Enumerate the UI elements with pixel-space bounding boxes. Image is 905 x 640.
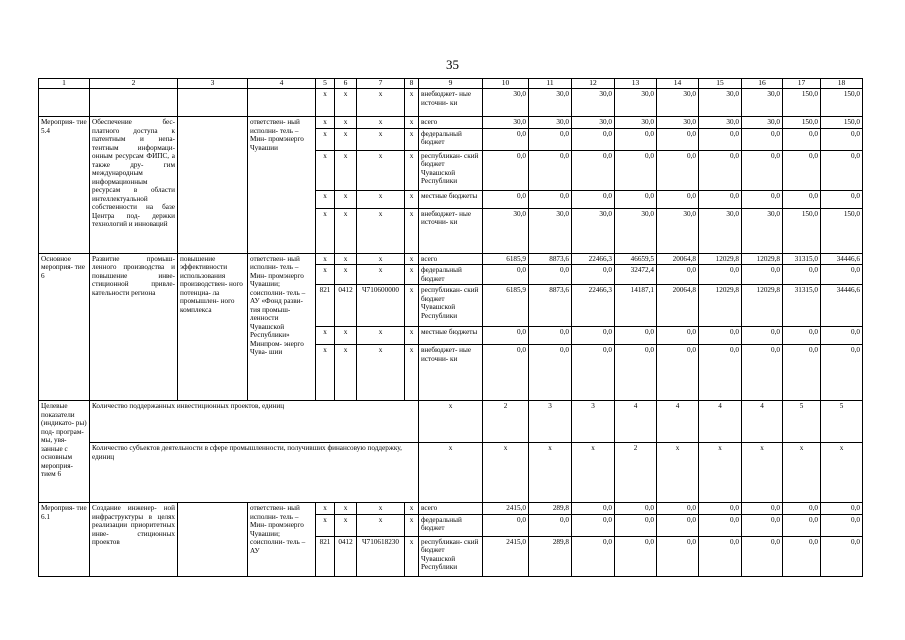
value-cell: 34446,6 <box>821 253 863 265</box>
code-cell: x <box>357 208 405 253</box>
value-cell: 0,0 <box>699 503 742 515</box>
indicator-text-cell: Количество субъектов деятельности в сфере промышленности, получивших финансовую поддержку, единиц <box>90 443 419 503</box>
table-header-row <box>39 79 863 89</box>
value-cell: 0,0 <box>742 128 783 150</box>
column-number: 12 <box>572 79 615 89</box>
column-number: 14 <box>657 79 699 89</box>
value-cell: 30,0 <box>699 208 742 253</box>
value-cell: 30,0 <box>483 208 529 253</box>
task-cell <box>178 503 248 577</box>
value-cell: 150,0 <box>821 117 863 129</box>
code-cell: x <box>405 345 419 401</box>
value-cell: 6185,9 <box>483 253 529 265</box>
value-cell: x <box>783 443 821 503</box>
event-description-cell: Обеспечение бес- платного доступа к патентным и непа- тентным информаци- онным ресурсам ФИПС, а также дру- гим международным информационным ресурсам в области интеллектуальной собственности на базе Центра под- держки технологий и инноваций <box>90 117 178 254</box>
code-cell: x <box>335 150 357 190</box>
code-cell: x <box>357 503 405 515</box>
value-cell: 0,0 <box>657 150 699 190</box>
value-cell: 0,0 <box>572 265 615 285</box>
table-row <box>39 117 863 129</box>
code-cell: x <box>316 89 335 117</box>
value-cell: 0,0 <box>783 128 821 150</box>
value-cell: 30,0 <box>483 89 529 117</box>
value-cell: 0,0 <box>742 514 783 536</box>
value-cell: 0,0 <box>529 128 572 150</box>
code-cell: x <box>405 536 419 576</box>
value-cell: 0,0 <box>783 536 821 576</box>
value-cell: 0,0 <box>699 265 742 285</box>
value-cell: 0,0 <box>821 265 863 285</box>
code-cell: x <box>335 265 357 285</box>
value-cell: 30,0 <box>615 89 657 117</box>
executor-cell: ответствен- ный исполни- тель – Мин- промэнерго Чувашии; соисполни- тель – АУ <box>248 503 316 577</box>
code-cell: x <box>335 190 357 208</box>
value-cell: 32472,4 <box>615 265 657 285</box>
code-cell: x <box>419 401 483 443</box>
column-number: 15 <box>699 79 742 89</box>
value-cell: 0,0 <box>572 128 615 150</box>
value-cell: 2 <box>483 401 529 443</box>
value-cell: 0,0 <box>783 327 821 345</box>
indicator-text-cell: Количество поддержанных инвестиционных проектов, единиц <box>90 401 419 443</box>
code-cell: x <box>357 128 405 150</box>
value-cell: 0,0 <box>821 345 863 401</box>
value-cell: 0,0 <box>615 128 657 150</box>
target-indicators-label: Целевые показатели (индикато- ры) под- програм- мы, увя- занные с основным мероприя- тием 6 <box>39 401 90 503</box>
value-cell: 0,0 <box>572 150 615 190</box>
column-number: 10 <box>483 79 529 89</box>
value-cell: 0,0 <box>572 514 615 536</box>
value-cell: 0,0 <box>657 128 699 150</box>
value-cell: 0,0 <box>783 265 821 285</box>
value-cell: 12029,8 <box>742 285 783 327</box>
column-number: 6 <box>335 79 357 89</box>
value-cell: 30,0 <box>483 117 529 129</box>
value-cell: 12029,8 <box>742 253 783 265</box>
code-cell: x <box>316 265 335 285</box>
value-cell: 0,0 <box>615 150 657 190</box>
funding-source-cell: внебюджет- ные источни- ки <box>419 208 483 253</box>
funding-source-cell: федеральный бюджет <box>419 514 483 536</box>
code-cell: x <box>405 190 419 208</box>
executor-cell: ответствен- ный исполни- тель – Мин- промэнерго Чувашии <box>248 117 316 254</box>
value-cell: 0,0 <box>615 503 657 515</box>
value-cell: 2415,0 <box>483 536 529 576</box>
value-cell: 2 <box>615 443 657 503</box>
funding-source-cell: всего <box>419 117 483 129</box>
code-cell: 0412 <box>335 285 357 327</box>
code-cell: x <box>405 285 419 327</box>
value-cell: 20064,8 <box>657 285 699 327</box>
code-cell: x <box>357 514 405 536</box>
value-cell: 0,0 <box>742 345 783 401</box>
funding-source-cell: местные бюджеты <box>419 327 483 345</box>
funding-source-cell: федеральный бюджет <box>419 128 483 150</box>
value-cell: 4 <box>699 401 742 443</box>
column-number: 11 <box>529 79 572 89</box>
value-cell: 30,0 <box>572 89 615 117</box>
value-cell: 0,0 <box>483 345 529 401</box>
value-cell: 0,0 <box>615 514 657 536</box>
column-number: 7 <box>357 79 405 89</box>
empty-cell <box>248 89 316 117</box>
value-cell: 30,0 <box>572 117 615 129</box>
value-cell: x <box>483 443 529 503</box>
code-cell: x <box>316 190 335 208</box>
value-cell: 0,0 <box>699 327 742 345</box>
funding-source-cell: республикан- ский бюджет Чувашской Республики <box>419 285 483 327</box>
value-cell: 0,0 <box>657 503 699 515</box>
value-cell: 0,0 <box>529 265 572 285</box>
value-cell: 0,0 <box>657 190 699 208</box>
value-cell: 30,0 <box>657 208 699 253</box>
funding-source-cell: внебюджет- ные источни- ки <box>419 89 483 117</box>
code-cell: x <box>316 128 335 150</box>
value-cell: 0,0 <box>483 327 529 345</box>
value-cell: 0,0 <box>699 190 742 208</box>
value-cell: 0,0 <box>572 536 615 576</box>
value-cell: 0,0 <box>742 150 783 190</box>
column-number: 3 <box>178 79 248 89</box>
value-cell: 0,0 <box>657 327 699 345</box>
value-cell: 46659,5 <box>615 253 657 265</box>
value-cell: x <box>529 443 572 503</box>
event-name-cell: Основное мероприя- тие 6 <box>39 253 90 401</box>
value-cell: 30,0 <box>657 89 699 117</box>
code-cell: x <box>316 327 335 345</box>
value-cell: 4 <box>657 401 699 443</box>
value-cell: 0,0 <box>483 190 529 208</box>
value-cell: 0,0 <box>529 150 572 190</box>
value-cell: 0,0 <box>821 327 863 345</box>
code-cell: x <box>405 327 419 345</box>
value-cell: 30,0 <box>657 117 699 129</box>
executor-cell: ответствен- ный исполни- тель – Мин- промэнерго Чувашии; соисполни- тель – АУ «Фонд разви- тия промыш- ленности Чувашской Республики» Минпром- энерго Чува- шии <box>248 253 316 401</box>
table-row <box>39 253 863 265</box>
value-cell: 150,0 <box>783 89 821 117</box>
column-number: 4 <box>248 79 316 89</box>
funding-source-cell: республикан- ский бюджет Чувашской Республики <box>419 536 483 576</box>
column-number: 5 <box>316 79 335 89</box>
value-cell: 150,0 <box>783 208 821 253</box>
value-cell: 4 <box>742 401 783 443</box>
value-cell: 0,0 <box>821 128 863 150</box>
code-cell: x <box>335 128 357 150</box>
value-cell: 0,0 <box>615 327 657 345</box>
code-cell: x <box>316 253 335 265</box>
value-cell: 0,0 <box>483 128 529 150</box>
value-cell: 30,0 <box>742 89 783 117</box>
value-cell: 0,0 <box>699 536 742 576</box>
value-cell: 0,0 <box>699 150 742 190</box>
page-number: 35 <box>446 57 459 72</box>
funding-source-cell: республикан- ский бюджет Чувашской Республики <box>419 150 483 190</box>
value-cell: 3 <box>572 401 615 443</box>
value-cell: 0,0 <box>821 190 863 208</box>
value-cell: 6185,9 <box>483 285 529 327</box>
column-number: 2 <box>90 79 178 89</box>
value-cell: 0,0 <box>572 345 615 401</box>
value-cell: 2415,0 <box>483 503 529 515</box>
value-cell: 150,0 <box>821 208 863 253</box>
value-cell: 31315,0 <box>783 253 821 265</box>
value-cell: 22466,3 <box>572 253 615 265</box>
column-number: 1 <box>39 79 90 89</box>
code-cell: x <box>405 117 419 129</box>
value-cell: 30,0 <box>742 208 783 253</box>
code-cell: x <box>316 117 335 129</box>
value-cell: 0,0 <box>783 503 821 515</box>
value-cell: 30,0 <box>615 208 657 253</box>
code-cell: x <box>335 253 357 265</box>
empty-cell <box>178 89 248 117</box>
value-cell: 0,0 <box>783 150 821 190</box>
value-cell: 0,0 <box>742 327 783 345</box>
value-cell: 0,0 <box>483 150 529 190</box>
value-cell: 30,0 <box>699 89 742 117</box>
value-cell: 0,0 <box>699 514 742 536</box>
value-cell: 0,0 <box>783 514 821 536</box>
value-cell: x <box>821 443 863 503</box>
value-cell: 5 <box>783 401 821 443</box>
event-description-cell: Создание инженер- ной инфраструктуры в целях реализации приоритетных инве- стиционных проектов <box>90 503 178 577</box>
code-cell: x <box>357 190 405 208</box>
code-cell: x <box>335 208 357 253</box>
value-cell: 150,0 <box>783 117 821 129</box>
code-cell: Ч710600000 <box>357 285 405 327</box>
code-cell: x <box>405 503 419 515</box>
code-cell: 821 <box>316 536 335 576</box>
code-cell: x <box>335 327 357 345</box>
code-cell: x <box>357 265 405 285</box>
code-cell: x <box>335 503 357 515</box>
code-cell: x <box>316 514 335 536</box>
column-number: 17 <box>783 79 821 89</box>
code-cell: x <box>419 443 483 503</box>
value-cell: 3 <box>529 401 572 443</box>
value-cell: 0,0 <box>529 190 572 208</box>
code-cell: x <box>335 514 357 536</box>
code-cell: x <box>316 150 335 190</box>
table-row <box>39 401 863 443</box>
value-cell: 0,0 <box>529 345 572 401</box>
value-cell: 0,0 <box>657 514 699 536</box>
value-cell: 0,0 <box>657 345 699 401</box>
code-cell: x <box>335 89 357 117</box>
funding-source-cell: внебюджет- ные источни- ки <box>419 345 483 401</box>
value-cell: 20064,8 <box>657 253 699 265</box>
value-cell: x <box>572 443 615 503</box>
column-number: 9 <box>419 79 483 89</box>
value-cell: 8873,6 <box>529 285 572 327</box>
code-cell: x <box>405 514 419 536</box>
value-cell: 0,0 <box>742 190 783 208</box>
value-cell: 0,0 <box>529 327 572 345</box>
code-cell: x <box>405 89 419 117</box>
code-cell: x <box>316 208 335 253</box>
value-cell: 34446,6 <box>821 285 863 327</box>
value-cell: 0,0 <box>699 345 742 401</box>
value-cell: 0,0 <box>615 345 657 401</box>
value-cell: 0,0 <box>572 327 615 345</box>
budget-table <box>38 78 863 577</box>
value-cell: 0,0 <box>821 503 863 515</box>
value-cell: 0,0 <box>483 514 529 536</box>
value-cell: 0,0 <box>657 536 699 576</box>
value-cell: 0,0 <box>572 503 615 515</box>
value-cell: 5 <box>821 401 863 443</box>
code-cell: x <box>335 345 357 401</box>
value-cell: 12029,8 <box>699 285 742 327</box>
value-cell: 30,0 <box>529 117 572 129</box>
code-cell: x <box>357 327 405 345</box>
value-cell: 30,0 <box>699 117 742 129</box>
value-cell: 22466,3 <box>572 285 615 327</box>
column-number: 8 <box>405 79 419 89</box>
empty-cell <box>90 89 178 117</box>
funding-source-cell: всего <box>419 503 483 515</box>
value-cell: 30,0 <box>615 117 657 129</box>
code-cell: x <box>357 345 405 401</box>
column-number: 16 <box>742 79 783 89</box>
code-cell: x <box>357 150 405 190</box>
code-cell: x <box>405 128 419 150</box>
code-cell: x <box>316 345 335 401</box>
code-cell: x <box>316 503 335 515</box>
code-cell: Ч710618230 <box>357 536 405 576</box>
table-row <box>39 89 863 117</box>
value-cell: 0,0 <box>699 128 742 150</box>
table-row <box>39 443 863 503</box>
value-cell: 30,0 <box>572 208 615 253</box>
value-cell: 8873,6 <box>529 253 572 265</box>
value-cell: 0,0 <box>483 265 529 285</box>
funding-source-cell: федеральный бюджет <box>419 265 483 285</box>
value-cell: 31315,0 <box>783 285 821 327</box>
code-cell: x <box>357 117 405 129</box>
event-description-cell: Развитие промыш- ленного производства и повышение инве- стиционной привле- кательности региона <box>90 253 178 401</box>
code-cell: 0412 <box>335 536 357 576</box>
value-cell: 0,0 <box>783 190 821 208</box>
value-cell: 0,0 <box>821 514 863 536</box>
column-number: 13 <box>615 79 657 89</box>
value-cell: 289,8 <box>529 503 572 515</box>
value-cell: 0,0 <box>615 536 657 576</box>
value-cell: 0,0 <box>572 190 615 208</box>
value-cell: 14187,1 <box>615 285 657 327</box>
column-number: 18 <box>821 79 863 89</box>
value-cell: x <box>699 443 742 503</box>
value-cell: 4 <box>615 401 657 443</box>
value-cell: 0,0 <box>821 150 863 190</box>
code-cell: x <box>405 150 419 190</box>
value-cell: 0,0 <box>615 190 657 208</box>
table-row <box>39 503 863 515</box>
value-cell: 0,0 <box>529 514 572 536</box>
code-cell: x <box>405 253 419 265</box>
value-cell: 150,0 <box>821 89 863 117</box>
value-cell: 0,0 <box>821 536 863 576</box>
event-name-cell: Мероприя- тие 5.4 <box>39 117 90 254</box>
value-cell: 30,0 <box>742 117 783 129</box>
code-cell: x <box>405 208 419 253</box>
value-cell: 30,0 <box>529 208 572 253</box>
value-cell: 0,0 <box>742 265 783 285</box>
code-cell: x <box>357 89 405 117</box>
task-cell: повышение эффективности использования производствен- ного потенциа- ла промышлен- ного комплекса <box>178 253 248 401</box>
value-cell: 0,0 <box>742 536 783 576</box>
value-cell: x <box>742 443 783 503</box>
code-cell: x <box>405 265 419 285</box>
code-cell: x <box>357 253 405 265</box>
value-cell: 30,0 <box>529 89 572 117</box>
value-cell: 0,0 <box>657 265 699 285</box>
value-cell: 0,0 <box>742 503 783 515</box>
task-cell <box>178 117 248 254</box>
code-cell: 821 <box>316 285 335 327</box>
value-cell: 12029,8 <box>699 253 742 265</box>
event-name-cell: Мероприя- тие 6.1 <box>39 503 90 577</box>
value-cell: x <box>657 443 699 503</box>
funding-source-cell: всего <box>419 253 483 265</box>
code-cell: x <box>335 117 357 129</box>
value-cell: 289,8 <box>529 536 572 576</box>
value-cell: 0,0 <box>783 345 821 401</box>
empty-cell <box>39 89 90 117</box>
funding-source-cell: местные бюджеты <box>419 190 483 208</box>
